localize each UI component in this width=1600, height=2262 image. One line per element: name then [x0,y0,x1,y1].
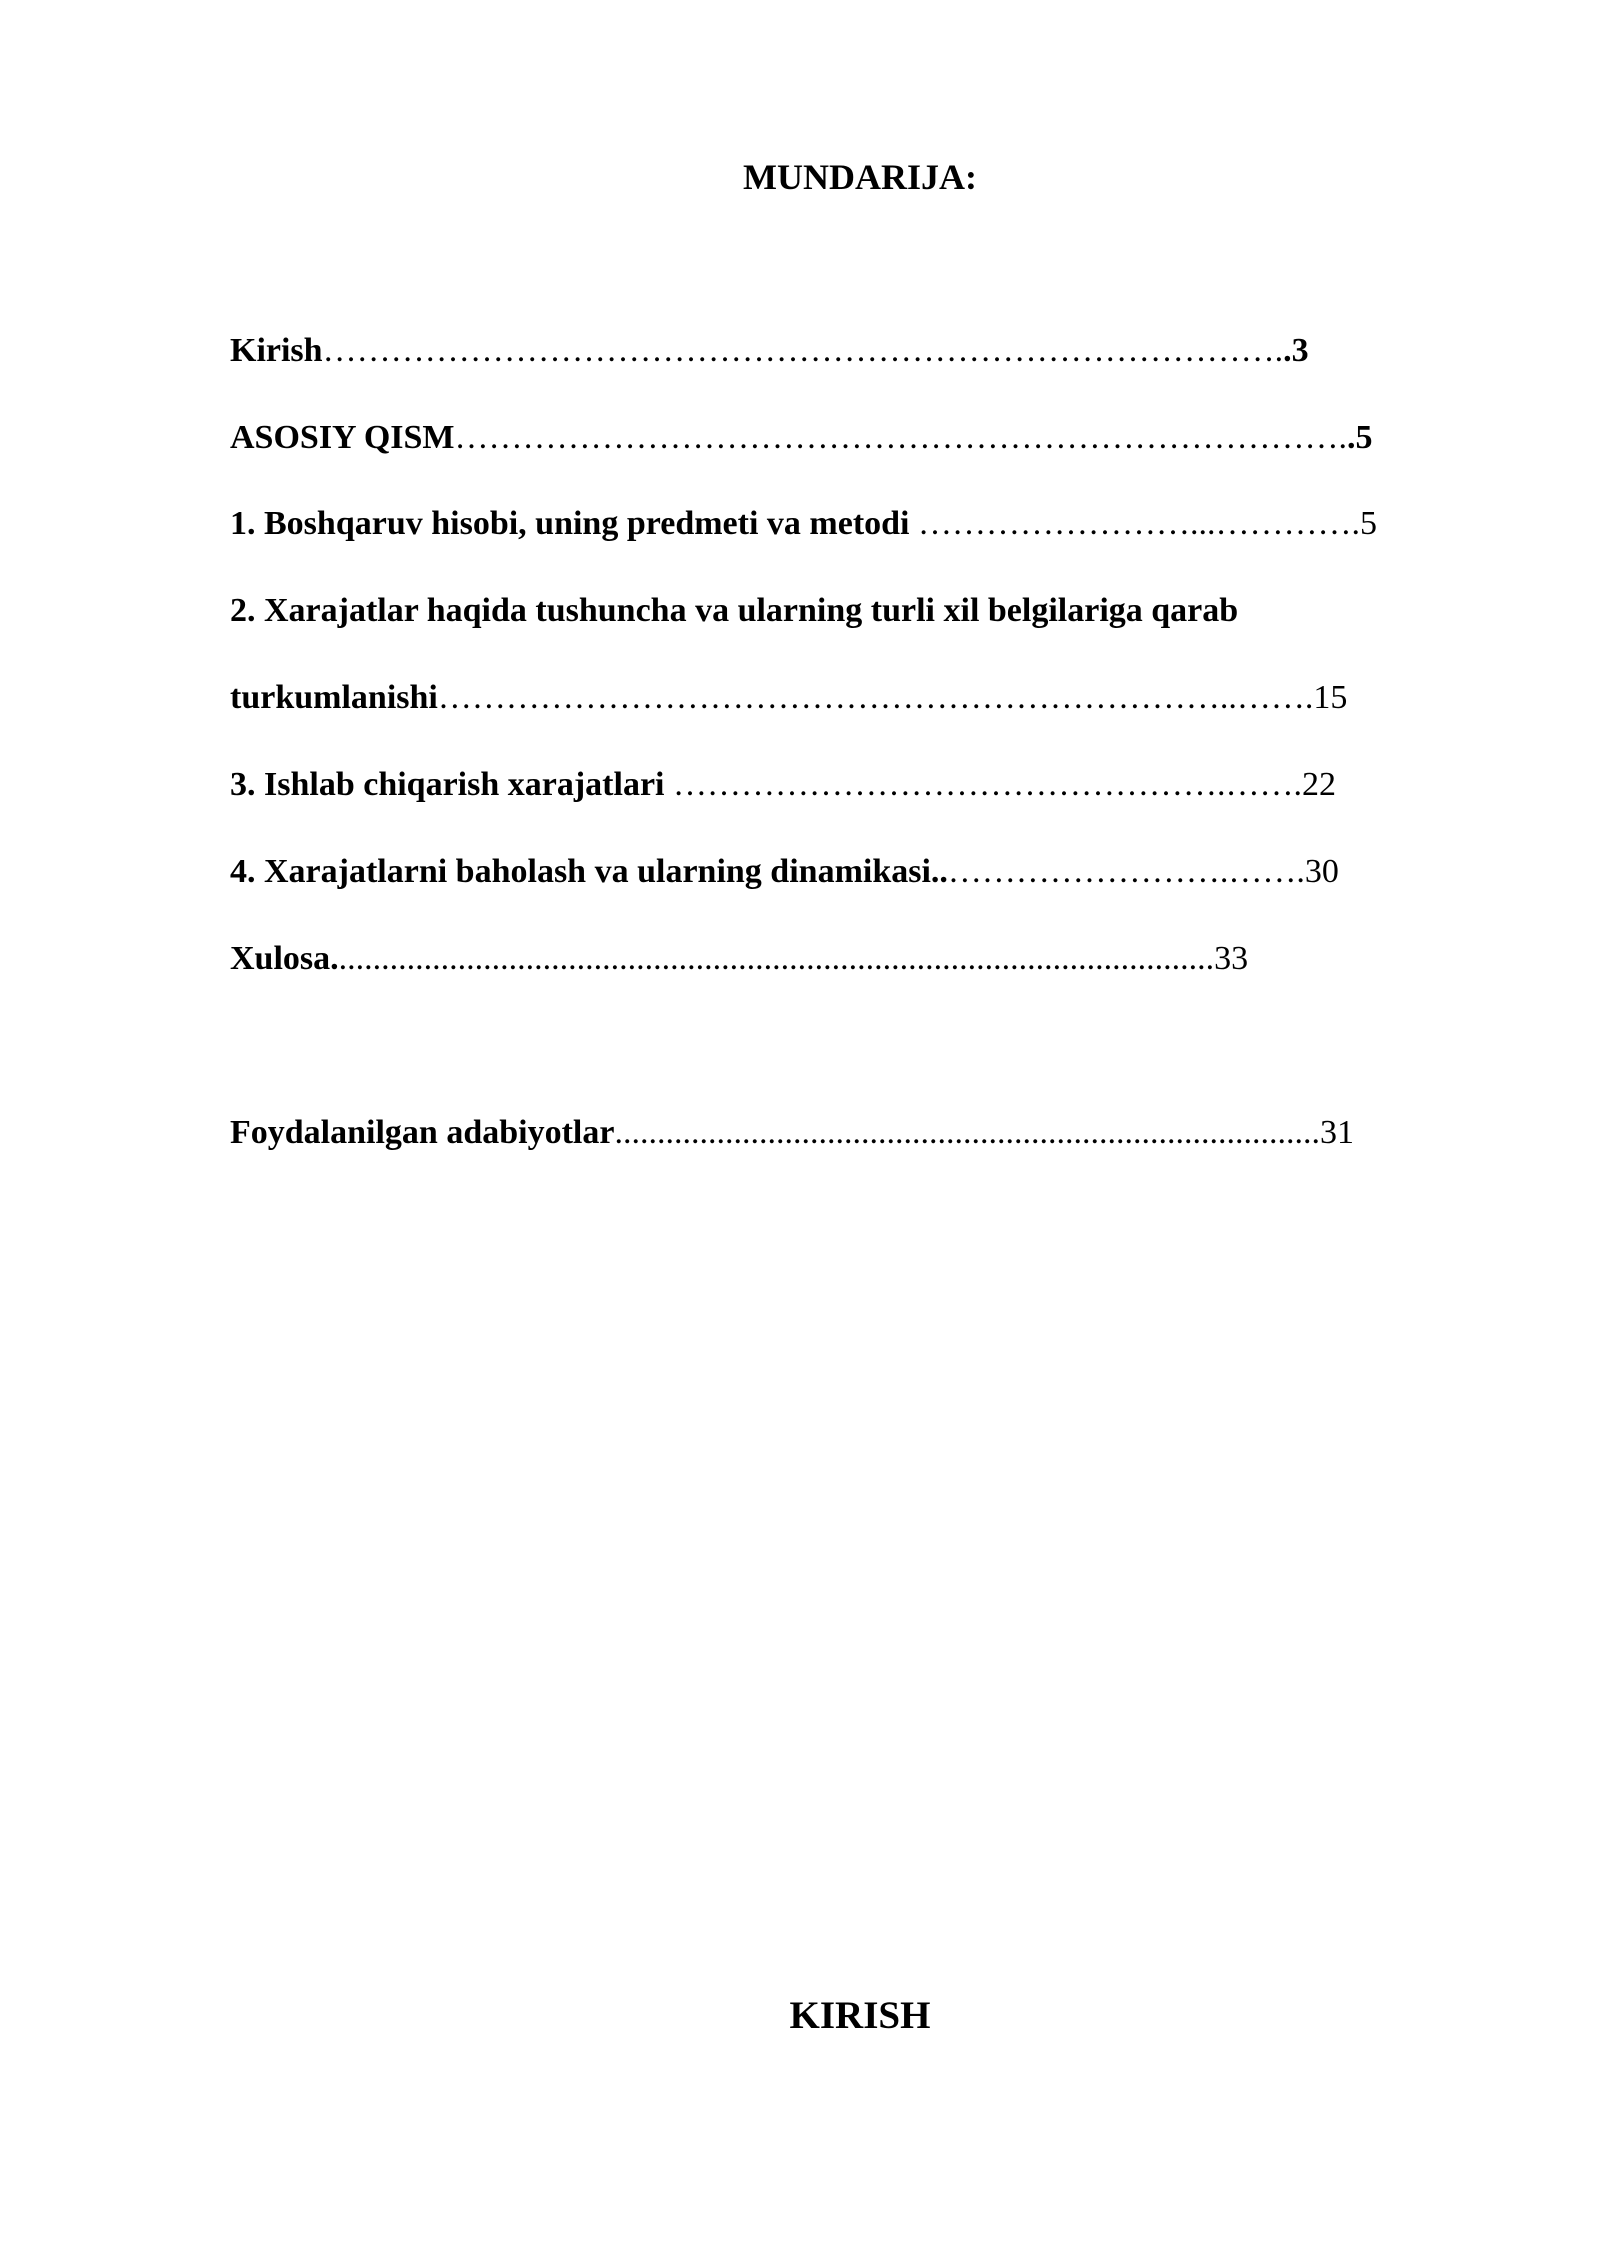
toc-entry-leader: …………………….……. [947,853,1305,890]
toc-entry-kirish [230,331,1309,371]
toc-entry-chapter-4 [230,852,1339,892]
toc-entry-page: .5 [1347,419,1373,456]
toc-entry-leader: ....................................................................................................... [338,940,1215,977]
toc-entry-page: .3 [1283,332,1309,369]
toc-entry-title: 4. Xarajatlarni baholash va ularning dinamikasi.. [230,853,948,890]
toc-entry-chapter-1 [230,504,1377,544]
toc-entry-chapter-2-line-1 [230,591,1238,631]
toc-entry-page: 22 [1301,766,1336,803]
toc-entry-leader: ……………………...…………. [909,505,1361,542]
toc-entry-page: 15 [1313,679,1348,716]
toc-entry-leader: ……………………………………………………………………. [454,419,1348,456]
toc-entry-title: ASOSIY QISM [230,419,455,456]
toc-entry-chapter-3 [230,765,1336,805]
toc-entry-adabiyotlar [230,1113,1354,1153]
toc-entry-page: 5 [1360,505,1378,542]
toc-entry-title: Foydalanilgan adabiyotlar [230,1114,615,1151]
toc-entry-leader: ……………………………………………………………..……. [437,679,1314,716]
toc-entry-xulosa [230,939,1248,979]
toc-entry-leader: ………………………………………….……. [664,766,1302,803]
toc-entry-title: Kirish [230,332,323,369]
toc-entry-leader: ................................................................................... [614,1114,1320,1151]
toc-entry-title: 2. Xarajatlar haqida tushuncha va ularning turli xil belgilariga qarab [230,592,1239,629]
toc-entry-leader: …………………………………………………………………………. [322,332,1284,369]
toc-entry-chapter-2-line-2 [230,678,1347,718]
toc-heading: MUNDARIJA: [743,157,977,197]
toc-entry-asosiy-qism [230,418,1373,458]
toc-entry-title: Xulosa. [230,940,339,977]
toc-entry-page: 33 [1214,940,1249,977]
toc-entry-title: 1. Boshqaruv hisobi, uning predmeti va metodi [230,505,910,542]
toc-entry-page: 30 [1304,853,1339,890]
toc-entry-title: 3. Ishlab chiqarish xarajatlari [230,766,665,803]
toc-entry-title: turkumlanishi [230,679,438,716]
section-heading-kirish: KIRISH [789,1994,931,2037]
toc-entry-page: 31 [1319,1114,1354,1151]
